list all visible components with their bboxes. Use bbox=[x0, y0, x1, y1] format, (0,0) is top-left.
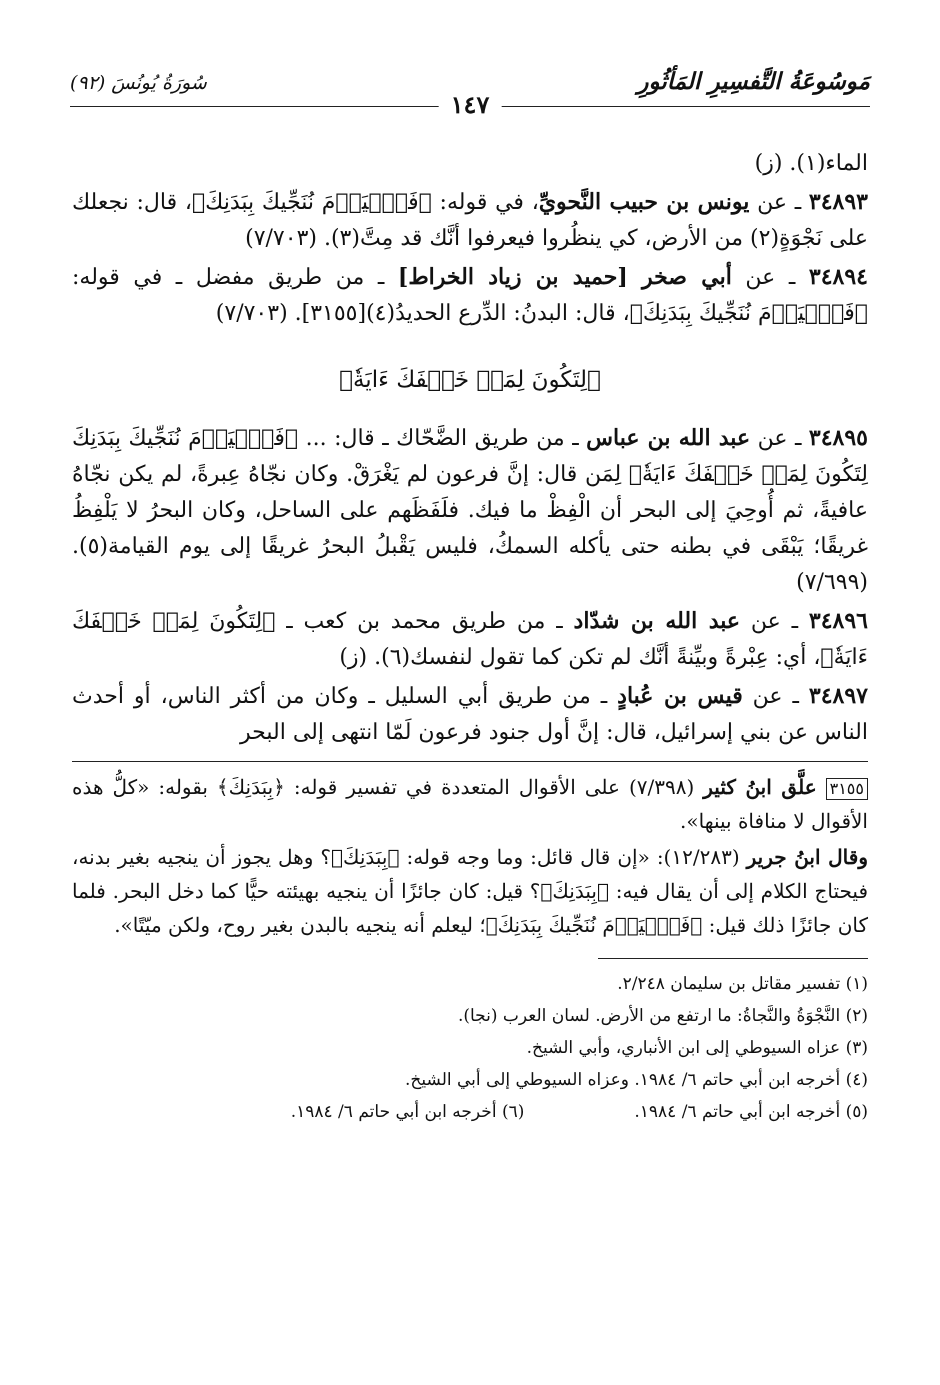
footnote-row bbox=[72, 1097, 868, 1127]
footnote: (١) تفسير مقاتل بن سليمان ٢/٢٤٨. bbox=[617, 974, 868, 994]
commentary-ibn-kathir bbox=[72, 770, 868, 838]
narration-number: ٣٤٨٩٥ bbox=[808, 425, 868, 451]
narrator-name: يونس بن حبيب النَّحويِّ bbox=[538, 189, 750, 215]
footnote: (٥) أخرجه ابن أبي حاتم ٦/ ١٩٨٤. bbox=[634, 1102, 868, 1122]
narration-text: ، في قوله: ﴿فَٱلۡيَوۡمَ نُنَجِّيكَ بِبَدَنِكَ﴾، قال: نجعلك على نَجْوَةٍ(٢) من الأرض، كي ينظُروا فيعرفوا أنَّك قد مِتَّ(٣). (٧/٧٠٣) bbox=[72, 190, 868, 251]
narrator-name: أبي صخر [حميد بن زياد الخراط] bbox=[397, 264, 732, 290]
narration-34896: ٣٤٨٩٦ ـ عن عبد الله بن شدّاد ـ من طريق محمد بن كعب ـ ﴿لِتَكُونَ لِمَنۡ خَلۡفَكَ ءَايَةٗ﴾، أي: عِبْرةً وبيِّنةً أنَّك لم تكن كما تقول لنفسك(٦). (ز) bbox=[72, 608, 868, 670]
narration-34895: ٣٤٨٩٥ ـ عن عبد الله بن عباس ـ من طريق الضَّحّاك ـ قال: ... ﴿فَٱلۡيَوۡمَ نُنَجِّيكَ بِبَدَنِكَ لِتَكُونَ لِمَنۡ خَلۡفَكَ ءَايَةٗ﴾ لِمَن قال: إنَّ فرعون لم يَغْرَقْ. وكان نجّاهُ عِبرةً، لم يكن نجّاهُ عافيةً، ثم أُوحِيَ إلى البحر أن الْفِظْ ما فيك. فلَفَظَهم على الساحل، وكان البحرُ لا يَلْفِظُ غريقًا؛ يَبْقَى في بطنه حتى يأكله السمكُ، فليس يَقْبلُ البحرُ غريقًا إلى يوم القيامة(٥). (٧/٦٩٩) bbox=[72, 425, 868, 595]
book-title: مَوسُوعَةُ التَّفسِيرِ المَأثُورِ bbox=[637, 68, 870, 95]
surah-label: سُورَةُ يُونُسَ (٩٢) bbox=[70, 72, 207, 94]
narration-number: ٣٤٨٩٣ bbox=[808, 189, 868, 215]
paragraph-continuation: الماء(١). (ز) bbox=[754, 151, 868, 176]
commentary-divider bbox=[72, 761, 868, 762]
narration-34894: ٣٤٨٩٤ ـ عن أبي صخر [حميد بن زياد الخراط] ـ من طريق مفضل ـ في قوله: ﴿فَٱلۡيَوۡمَ نُنَجِّيكَ بِبَدَنِكَ﴾، قال: البدنُ: الدِّرع الحديدُ(٤)[٣١٥٥]. (٧/٧٠٣) bbox=[72, 264, 868, 326]
commentator-name: وقال ابنُ جرير bbox=[746, 845, 868, 869]
narration-number: ٣٤٨٩٧ bbox=[808, 683, 868, 709]
narration-34893: ٣٤٨٩٣ ـ عن يونس بن حبيب النَّحويِّ، في قوله: ﴿فَٱلۡيَوۡمَ نُنَجِّيكَ بِبَدَنِكَ﴾، قال: نجعلك على نَجْوَةٍ(٢) من الأرض، كي ينظُروا فيعرفوا أنَّك قد مِتَّ(٣). (٧/٧٠٣) bbox=[72, 189, 868, 251]
footnote: (٢) النَّجْوَةُ والنَّجاةُ: ما ارتفع من الأرض. لسان العرب (نجا). bbox=[457, 1006, 868, 1026]
page-number: ١٤٧ bbox=[439, 90, 502, 119]
commentary-ibn-jarir bbox=[72, 840, 868, 942]
footnote: (٦) أخرجه ابن أبي حاتم ٦/ ١٩٨٤. bbox=[290, 1102, 525, 1122]
narration-text: ـ من طريق مفضل ـ في قوله: ﴿فَٱلۡيَوۡمَ نُنَجِّيكَ بِبَدَنِكَ﴾، قال: البدنُ: الدِّرع الحديدُ(٤)[٣١٥٥]. (٧/٧٠٣) bbox=[72, 265, 868, 326]
footnote: (٣) عزاه السيوطي إلى ابن الأنباري، وأبي الشيخ. bbox=[526, 1038, 868, 1058]
commentary-text: (١٢/٢٨٣): «إن قال قائل: وما وجه قوله: ﴿بِبَدَنِكَ﴾؟ وهل يجوز أن ينجيه بغير بدنه، فيحتاج الكلام إلى أن يقال فيه: ﴿بِبَدَنِكَ﴾؟ قيل: كان جائزًا أن ينجيه بهيئته حيًّا كما دخل البحر. فلما كان جائزًا ذلك قيل: ﴿فَٱلۡيَوۡمَ نُنَجِّيكَ بِبَدَنِكَ﴾؛ ليعلم أنه ينجيه بالبدن بغير روح، ولكن ميّتًا». bbox=[72, 845, 869, 937]
narrator-name: قيس بن عُبادٍ bbox=[617, 683, 743, 709]
narration-text: ـ من طريق أبي السليل ـ وكان من أكثر الناس، أو أحدث الناس عن بني إسرائيل، قال: إنَّ أول جنود فرعون لَمّا انتهى إلى البحر bbox=[72, 684, 868, 745]
commentary-number: ٣١٥٥ bbox=[826, 778, 868, 800]
verse-heading: ﴿لِتَكُونَ لِمَنۡ خَلۡفَكَ ءَايَةٗ﴾ bbox=[339, 367, 601, 393]
commentary-text: (٧/٣٩٨) على الأقوال المتعددة في تفسير قوله: ﴿بِبَدَنِكَ﴾ بقوله: «كلُّ هذه الأقوال لا منافاة بينها». bbox=[72, 775, 868, 833]
narration-text: ـ من طريق الضَّحّاك ـ قال: ... ﴿فَٱلۡيَوۡمَ نُنَجِّيكَ بِبَدَنِكَ لِتَكُونَ لِمَنۡ خَلۡفَكَ ءَايَةٗ﴾ لِمَن قال: إنَّ فرعون لم يَغْرَقْ. وكان نجّاهُ عِبرةً، لم يكن نجّاهُ عافيةً، ثم أُوحِيَ إلى البحر أن الْفِظْ ما فيك. فلَفَظَهم على الساحل، وكان البحرُ لا يَلْفِظُ غريقًا؛ يَبْقَى في بطنه حتى يأكله السمكُ، فليس يَقْبلُ البحرُ غريقًا إلى يوم القيامة(٥). (٧/٦٩٩) bbox=[72, 426, 868, 595]
commentator-name: علَّق ابنُ كثير bbox=[703, 775, 817, 799]
footnote: (٤) أخرجه ابن أبي حاتم ٦/ ١٩٨٤. وعزاه السيوطي إلى أبي الشيخ. bbox=[405, 1070, 868, 1090]
narration-number: ٣٤٨٩٤ bbox=[808, 264, 868, 290]
footnote-rule bbox=[598, 958, 868, 959]
narration-text: ـ من طريق محمد بن كعب ـ ﴿لِتَكُونَ لِمَنۡ خَلۡفَكَ ءَايَةٗ﴾، أي: عِبْرةً وبيِّنةً أنَّك لم تكن كما تقول لنفسك(٦). (ز) bbox=[72, 609, 868, 670]
commentary-box bbox=[72, 770, 868, 942]
running-header bbox=[70, 66, 870, 126]
narration-34897: ٣٤٨٩٧ ـ عن قيس بن عُبادٍ ـ من طريق أبي السليل ـ وكان من أكثر الناس، أو أحدث الناس عن بني إسرائيل، قال: إنَّ أول جنود فرعون لَمّا انتهى إلى البحر bbox=[72, 683, 868, 745]
main-text bbox=[72, 146, 868, 1127]
narration-number: ٣٤٨٩٦ bbox=[808, 608, 868, 634]
footnotes bbox=[72, 969, 868, 1127]
narrator-name: عبد الله بن عباس bbox=[586, 425, 751, 451]
narrator-name: عبد الله بن شدّاد bbox=[573, 608, 741, 634]
